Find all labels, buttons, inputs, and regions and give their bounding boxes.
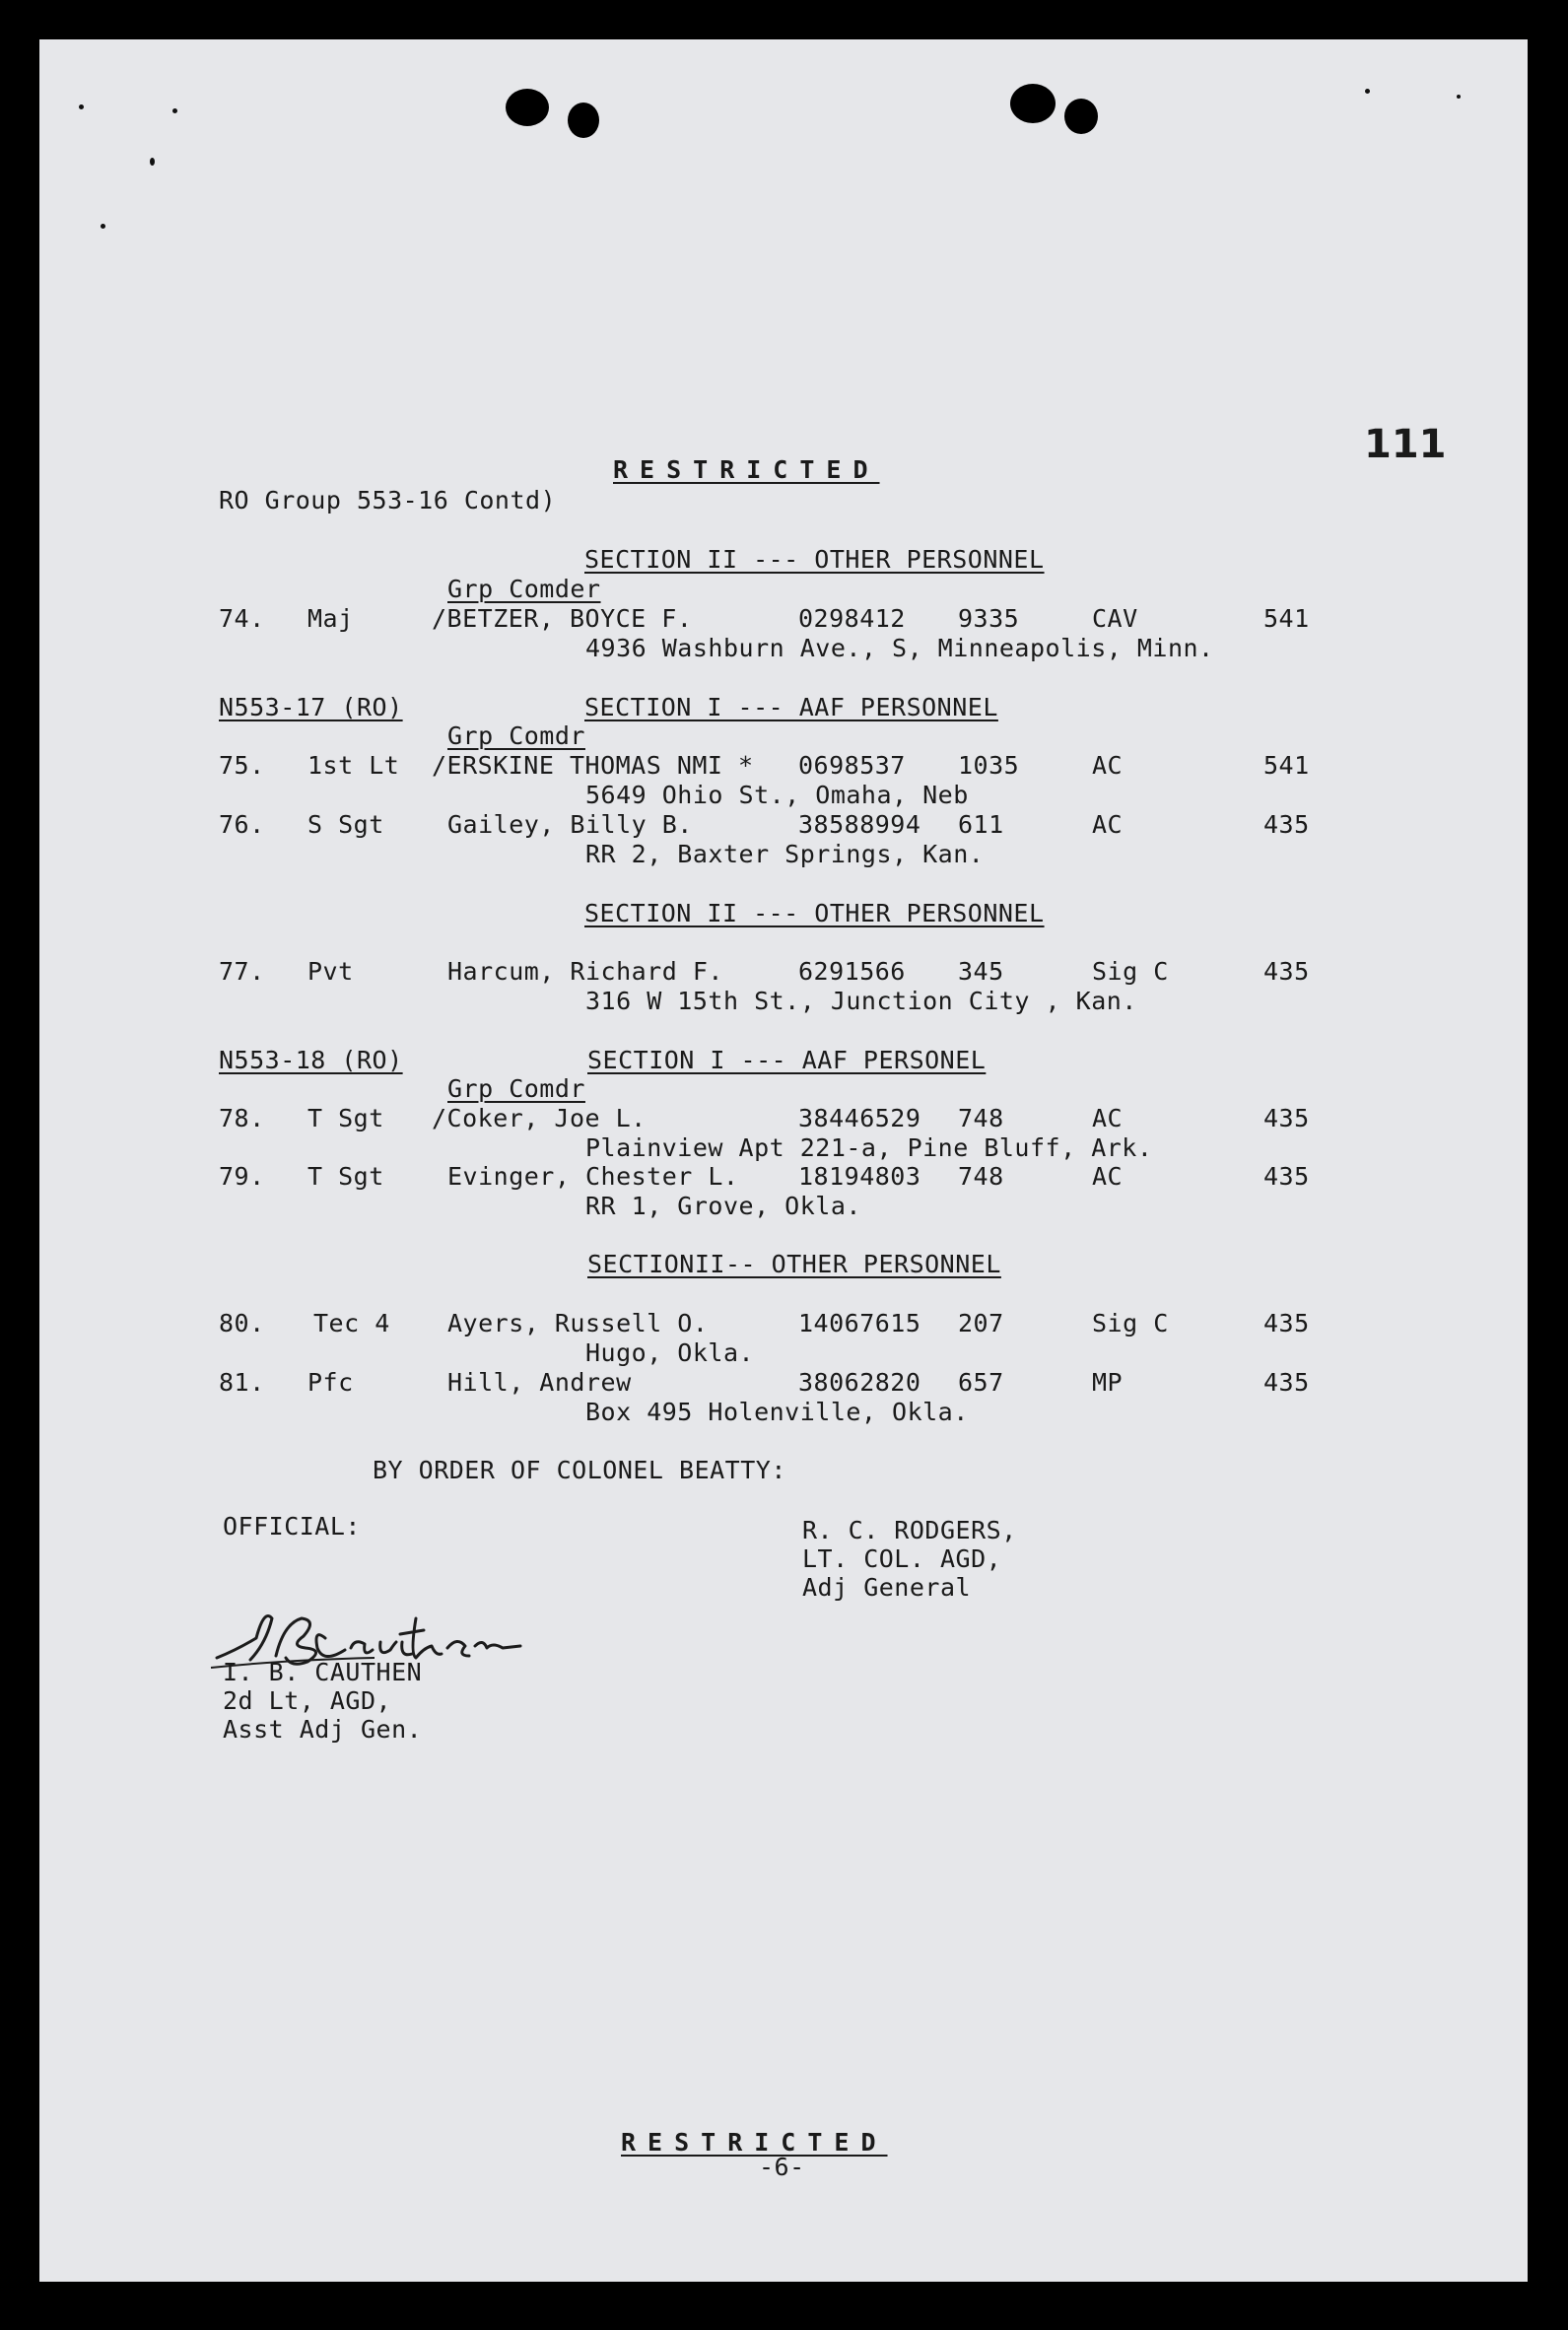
entry-rank: S Sgt xyxy=(307,810,384,839)
entry-name: /ERSKINE THOMAS NMI * xyxy=(432,751,754,780)
entry-name: Harcum, Richard F. xyxy=(447,957,723,986)
entry-number: 74. xyxy=(219,604,265,633)
punch-hole xyxy=(1010,84,1056,123)
entry-mos: 9335 xyxy=(958,604,1020,633)
signer-name: R. C. RODGERS, xyxy=(802,1516,1017,1544)
entry-address: 316 W 15th St., Junction City , Kan. xyxy=(585,987,1137,1015)
entry-mos: 1035 xyxy=(958,751,1020,780)
entry-name: /BETZER, BOYCE F. xyxy=(432,604,693,633)
entry-name: Hill, Andrew xyxy=(447,1368,632,1397)
entry-serial: 0298412 xyxy=(798,604,906,633)
punch-hole xyxy=(568,103,599,138)
entry-branch: Sig C xyxy=(1092,957,1169,986)
entry-code: 435 xyxy=(1263,810,1310,839)
entry-serial: 38446529 xyxy=(798,1104,921,1132)
entry-number: 77. xyxy=(219,957,265,986)
entry-branch: AC xyxy=(1092,1162,1124,1191)
order-label: N553-18 (RO) xyxy=(219,1046,403,1074)
classification-footer: RESTRICTED xyxy=(621,2128,888,2157)
section-heading: SECTIONII-- OTHER PERSONNEL xyxy=(587,1250,1001,1278)
entry-rank: Pfc xyxy=(307,1368,354,1397)
speck xyxy=(1365,89,1370,94)
order-label: N553-17 (RO) xyxy=(219,693,403,721)
page-number: 111 xyxy=(1364,422,1447,467)
punch-hole xyxy=(506,89,549,126)
entry-address: Plainview Apt 221-a, Pine Bluff, Ark. xyxy=(585,1133,1153,1162)
entry-rank: Tec 4 xyxy=(313,1309,390,1337)
entry-rank: Pvt xyxy=(307,957,354,986)
entry-address: 4936 Washburn Ave., S, Minneapolis, Minn. xyxy=(585,634,1214,662)
entry-note: Grp Comdr xyxy=(447,1074,585,1103)
entry-address: Hugo, Okla. xyxy=(585,1338,755,1367)
entry-mos: 345 xyxy=(958,957,1004,986)
entry-number: 81. xyxy=(219,1368,265,1397)
entry-serial: 18194803 xyxy=(798,1162,921,1191)
entry-note: Grp Comder xyxy=(447,575,601,603)
signer-rank: LT. COL. AGD, xyxy=(802,1544,1002,1573)
entry-branch: MP xyxy=(1092,1368,1124,1397)
entry-branch: AC xyxy=(1092,810,1124,839)
entry-rank: 1st Lt xyxy=(307,751,400,780)
classification-header: RESTRICTED xyxy=(613,455,880,484)
speck xyxy=(172,108,177,113)
entry-name: Ayers, Russell O. xyxy=(447,1309,709,1337)
entry-name: /Coker, Joe L. xyxy=(432,1104,647,1132)
entry-code: 435 xyxy=(1263,1368,1310,1397)
entry-code: 435 xyxy=(1263,1104,1310,1132)
entry-code: 435 xyxy=(1263,1162,1310,1191)
entry-address: 5649 Ohio St., Omaha, Neb xyxy=(585,781,969,809)
authenticator-title: Asst Adj Gen. xyxy=(223,1715,423,1744)
entry-branch: AC xyxy=(1092,751,1124,780)
entry-branch: Sig C xyxy=(1092,1309,1169,1337)
speck xyxy=(79,104,84,109)
section-heading: SECTION II --- OTHER PERSONNEL xyxy=(584,545,1045,574)
entry-serial: 0698537 xyxy=(798,751,906,780)
entry-code: 541 xyxy=(1263,604,1310,633)
speck xyxy=(1457,95,1461,99)
order-line: BY ORDER OF COLONEL BEATTY: xyxy=(373,1456,786,1484)
entry-number: 80. xyxy=(219,1309,265,1337)
section-heading: SECTION II --- OTHER PERSONNEL xyxy=(584,899,1045,927)
entry-code: 435 xyxy=(1263,957,1310,986)
entry-address: RR 2, Baxter Springs, Kan. xyxy=(585,840,985,868)
entry-serial: 38062820 xyxy=(798,1368,921,1397)
entry-serial: 38588994 xyxy=(798,810,921,839)
punch-hole xyxy=(1064,99,1098,134)
entry-rank: Maj xyxy=(307,604,354,633)
entry-number: 76. xyxy=(219,810,265,839)
entry-note: Grp Comdr xyxy=(447,721,585,750)
section-heading: SECTION I --- AAF PERSONNEL xyxy=(584,693,998,721)
entry-number: 75. xyxy=(219,751,265,780)
entry-serial: 14067615 xyxy=(798,1309,921,1337)
entry-rank: T Sgt xyxy=(307,1104,384,1132)
entry-mos: 207 xyxy=(958,1309,1004,1337)
entry-address: RR 1, Grove, Okla. xyxy=(585,1192,861,1220)
entry-mos: 611 xyxy=(958,810,1004,839)
entry-code: 541 xyxy=(1263,751,1310,780)
entry-name: Evinger, Chester L. xyxy=(447,1162,739,1191)
section-heading: SECTION I --- AAF PERSONEL xyxy=(587,1046,987,1074)
continuation-line: RO Group 553-16 Contd) xyxy=(219,486,557,514)
speck xyxy=(101,224,105,229)
footer-page-number: -6- xyxy=(759,2153,805,2181)
authenticator-name: I. B. CAUTHEN xyxy=(223,1658,423,1686)
entry-mos: 657 xyxy=(958,1368,1004,1397)
signer-title: Adj General xyxy=(802,1573,972,1602)
entry-rank: T Sgt xyxy=(307,1162,384,1191)
document-page xyxy=(39,39,1528,2282)
speck xyxy=(150,158,155,166)
entry-mos: 748 xyxy=(958,1104,1004,1132)
entry-mos: 748 xyxy=(958,1162,1004,1191)
official-label: OFFICIAL: xyxy=(223,1512,361,1541)
entry-code: 435 xyxy=(1263,1309,1310,1337)
entry-number: 78. xyxy=(219,1104,265,1132)
entry-serial: 6291566 xyxy=(798,957,906,986)
entry-address: Box 495 Holenville, Okla. xyxy=(585,1398,969,1426)
entry-number: 79. xyxy=(219,1162,265,1191)
entry-branch: AC xyxy=(1092,1104,1124,1132)
entry-name: Gailey, Billy B. xyxy=(447,810,693,839)
authenticator-rank: 2d Lt, AGD, xyxy=(223,1686,392,1715)
entry-branch: CAV xyxy=(1092,604,1138,633)
